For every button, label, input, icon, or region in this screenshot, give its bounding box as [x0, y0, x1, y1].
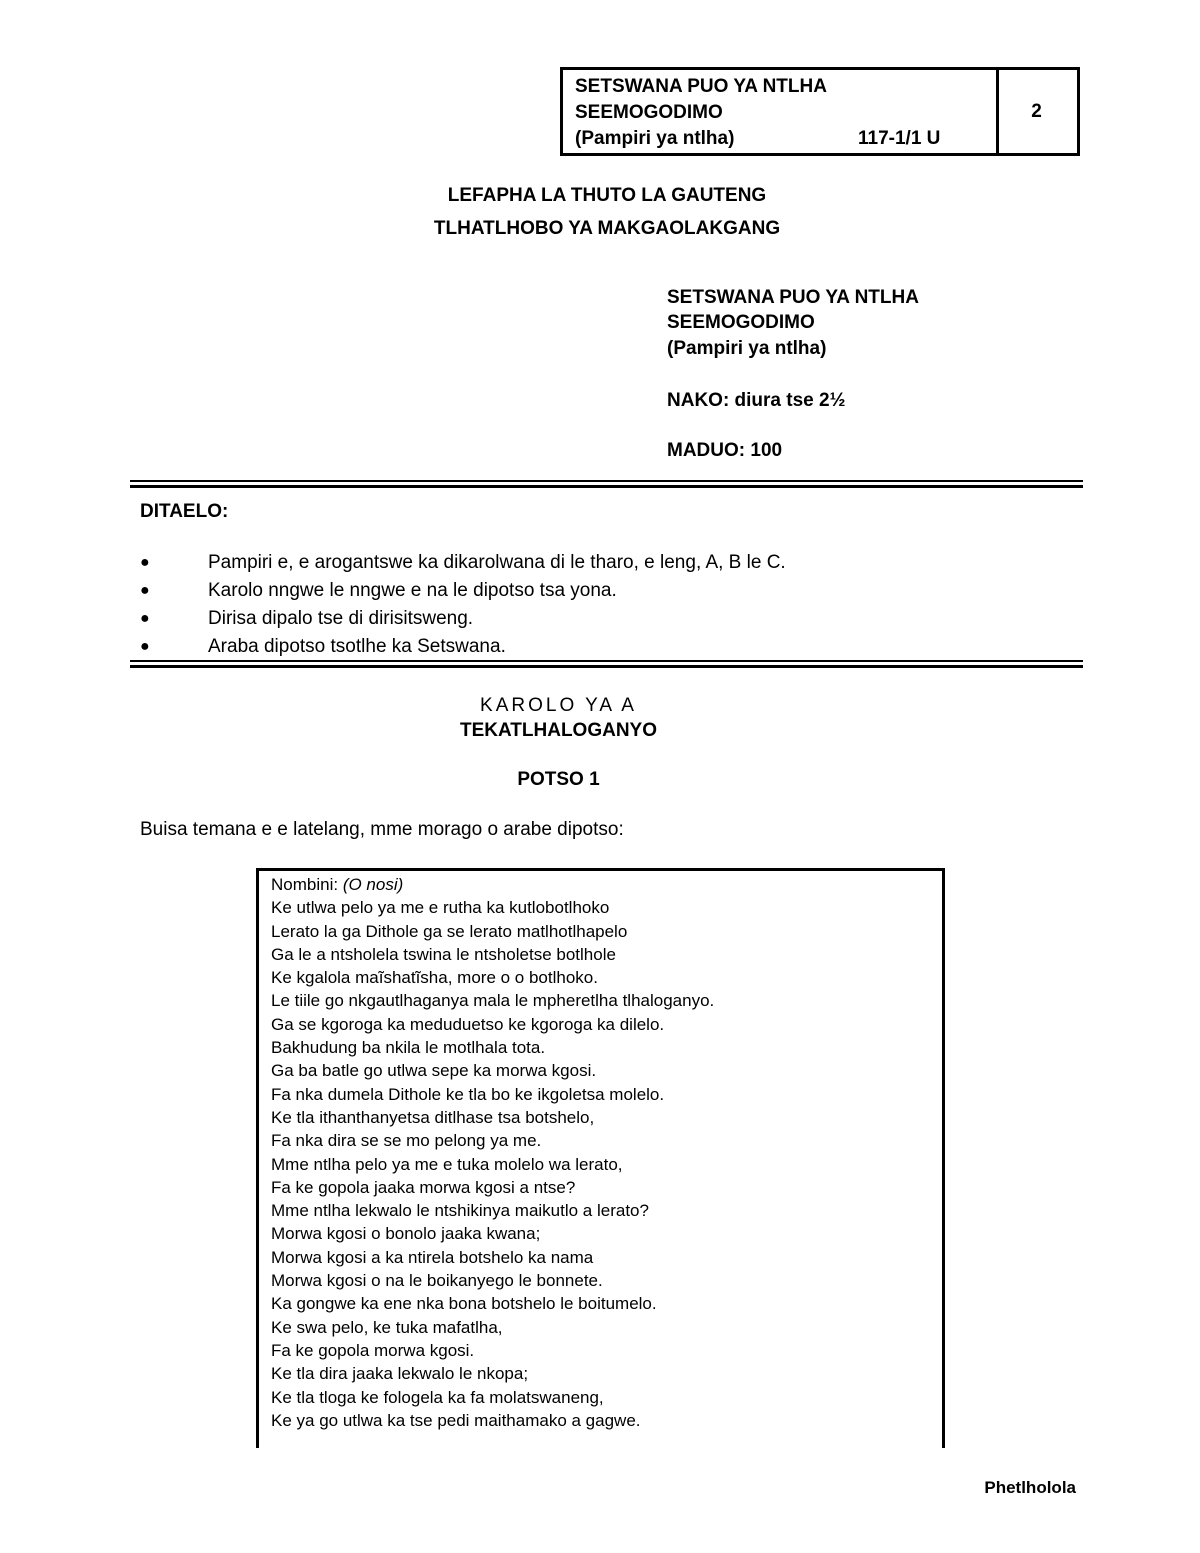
- exam-level: SEEMOGODIMO: [667, 312, 815, 333]
- bullet-icon: ●: [140, 554, 150, 571]
- bullet-icon: ●: [140, 638, 150, 655]
- header-paper-code: 117-1/1 U: [858, 128, 941, 149]
- poem-line: Ga se kgoroga ka meduduetso ke kgoroga ka dilelo.: [271, 1014, 665, 1034]
- divider-bottom-1: [130, 660, 1083, 662]
- poem-line: Bakhudung ba nkila le motlhala tota.: [271, 1038, 546, 1058]
- header-box: [560, 67, 1080, 156]
- poem-lines: [271, 896, 942, 1432]
- poem-line: Le tiile go nkgautlhaganya mala le mpheretlha tlhaloganyo.: [271, 991, 715, 1011]
- poem-line: Ke tla dira jaaka lekwalo le nkopa;: [271, 1364, 529, 1384]
- instructions-list: [140, 549, 786, 661]
- section-title: TEKATLHALOGANYO: [459, 720, 658, 741]
- poem-line: Fa nka dumela Dithole ke tla bo ke ikgoletsa molelo.: [271, 1084, 665, 1104]
- poem-box: [256, 868, 945, 1448]
- exam-time: NAKO: diura tse 2½: [667, 390, 846, 411]
- section-label: KAROLO YA A: [480, 695, 637, 716]
- poem-line: Ga le a ntsholela tswina le ntsholetse botlhole: [271, 944, 616, 964]
- exam-paper: (Pampiri ya ntlha): [667, 338, 827, 359]
- poem-line: Mme ntlha lekwalo le ntshikinya maikutlo a lerato?: [271, 1201, 649, 1221]
- bullet-icon: ●: [140, 582, 150, 599]
- header-subject: SETSWANA PUO YA NTLHA: [575, 76, 827, 97]
- poem-line: Fa ke gopola jaaka morwa kgosi a ntse?: [271, 1177, 576, 1197]
- instructions-heading: DITAELO:: [140, 501, 229, 522]
- header-paper: (Pampiri ya ntlha): [575, 128, 735, 149]
- divider-top-2: [130, 485, 1083, 488]
- speaker-label: Nombini:: [271, 875, 339, 894]
- poem-line: Fa nka dira se se mo pelong ya me.: [271, 1131, 542, 1151]
- poem-line: Ke tla ithanthanyetsa ditlhase tsa botshelo,: [271, 1107, 595, 1127]
- question-title: POTSO 1: [517, 769, 600, 790]
- divider-top-1: [130, 480, 1083, 482]
- exam-subject: SETSWANA PUO YA NTLHA: [667, 287, 919, 308]
- department-name: LEFAPHA LA THUTO LA GAUTENG: [447, 185, 767, 206]
- poem-line: Ga ba batle go utlwa sepe ka morwa kgosi.: [271, 1061, 597, 1081]
- poem-line: Ke tla tloga ke fologela ka fa molatswaneng,: [271, 1387, 604, 1407]
- header-box-left: [563, 70, 999, 153]
- page-number: 2: [1031, 100, 1042, 122]
- footer-note: Phetlholola: [984, 1478, 1076, 1497]
- poem-line: Morwa kgosi a ka ntirela botshelo ka nama: [271, 1247, 594, 1267]
- poem-line: Mme ntlha pelo ya me e tuka molelo wa lerato,: [271, 1154, 623, 1174]
- poem-line: Morwa kgosi o bonolo jaaka kwana;: [271, 1224, 541, 1244]
- poem-line: Ke utlwa pelo ya me e rutha ka kutlobotlhoko: [271, 898, 610, 918]
- list-item: ● Dirisa dipalo tse di dirisitsweng.: [140, 605, 786, 633]
- header-level: SEEMOGODIMO: [575, 102, 723, 123]
- poem-line: Lerato la ga Dithole ga se lerato matlhotlhapelo: [271, 921, 628, 941]
- question-instruction: Buisa temana e e latelang, mme morago o arabe dipotso:: [140, 819, 624, 840]
- poem-line: Ke ya go utlwa ka tse pedi maithamako a gagwe.: [271, 1410, 641, 1430]
- poem-line: Ka gongwe ka ene nka bona botshelo le boitumelo.: [271, 1294, 657, 1314]
- list-item: ● Pampiri e, e arogantswe ka dikarolwana di le tharo, e leng, A, B le C.: [140, 549, 786, 577]
- exam-name: TLHATLHOBO YA MAKGAOLAKGANG: [433, 218, 781, 239]
- divider-bottom-2: [130, 665, 1083, 668]
- exam-marks: MADUO: 100: [667, 440, 783, 461]
- bullet-icon: ●: [140, 610, 150, 627]
- poem-line: Morwa kgosi o na le boikanyego le bonnete.: [271, 1271, 603, 1291]
- list-item: ● Araba dipotso tsotlhe ka Setswana.: [140, 633, 786, 661]
- poem-speaker: [271, 873, 942, 896]
- poem-line: Fa ke gopola morwa kgosi.: [271, 1340, 475, 1360]
- poem-line: Ke kgalola maĩshatĩsha, more o o botlhoko.: [271, 968, 598, 988]
- poem-line: Ke swa pelo, ke tuka mafatlha,: [271, 1317, 503, 1337]
- header-paper-row: [575, 126, 996, 152]
- speaker-note: (O nosi): [342, 875, 404, 894]
- list-item: ● Karolo nngwe le nngwe e na le dipotso tsa yona.: [140, 577, 786, 605]
